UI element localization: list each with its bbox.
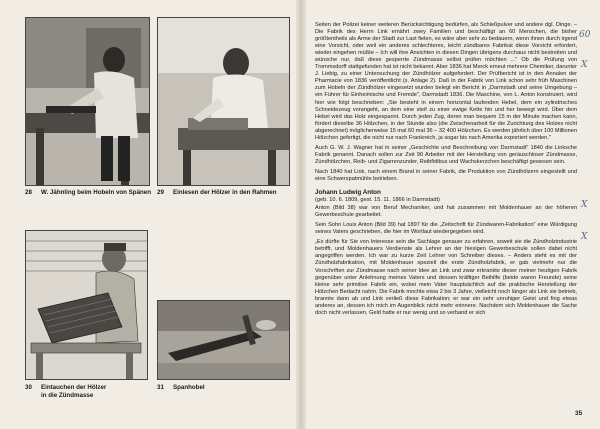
- figure-31-caption: [157, 384, 205, 392]
- paragraph: Auch G. W. J. Wagner hat in seiner „Geschichte und Beschreibung von Darmstadt" 1840 die Linksche Fabrik genannt. Danach sollen zur Zeit 90 Arbeiter mit der Herstellung von geräuschloser Zündmasse, Zündhölzchen, Reib- und Zigarrenzunder, Reibfidibus und Wachskerzchen beschäftigt gewesen sein.: [315, 144, 577, 165]
- figure-30-caption: [25, 384, 106, 399]
- figure-number: 31: [157, 384, 164, 391]
- section-subheading: (geb. 10. 6. 1809, gest. 15. 11. 1866 in Darmstadt): [315, 197, 440, 204]
- figure-number: 30: [25, 384, 32, 391]
- figure-31-photo: [157, 300, 290, 380]
- figure-29-caption: [157, 189, 277, 197]
- caption-text-line-1: Eintauchen der Hölzer: [41, 384, 107, 391]
- right-page: [303, 0, 600, 429]
- margin-note: X: [581, 60, 588, 70]
- caption-text-line-2: in die Zündmasse: [41, 391, 94, 399]
- figure-number: 28: [25, 189, 32, 196]
- caption-text: W. Jähnling beim Hobeln von Spänen: [41, 189, 152, 196]
- margin-note: 60: [579, 30, 591, 40]
- caption-text: Einlesen der Hölzer in den Rahmen: [173, 189, 277, 196]
- paragraph: Nach 1840 hat Link, nach einem Brand in seiner Fabrik, die Produktion von Zündhölzern eingestellt und eine Schwerspatmühle betrieben.: [315, 168, 577, 182]
- margin-note: X: [581, 232, 588, 242]
- figure-28-photo: [25, 17, 150, 186]
- paragraph: Seiten der Polizei keiner weiteren Berücksichtigung bedürfen, als Schießpulver und andere dgl. Dinge. – Die Fabrik des Herrn Link ernährt zwey Familien und beschäftigt an 60 Menschen, die bisher größtentheils als Arme der Stadt zur Last fielen, es wäre aber sehr zu bedauern, wenn ihnen durch irgend eine Vorsicht, oder weil ein anderes schlechteres, leicht zündbares Fabrikat diese Vorsicht erfordert, wieder eingehen müßte – Ich will ihre Ansichten in diesen Dingen übrigens durchaus nicht bestreiten und wünsche nur, daß diese gesperrte Zündmasse selbst prüfen möchten ..." Ob die Prüfung von Trommsdorff stattgefunden hat ist nicht bekannt. Aber 1836 hat Merck erneut mehrere Chemiker, darunter J. Liebig, zu einer Untersuchung der Zündhölzer aufgefordert. Der Prüfbericht ist in den Annalen der Pharmacie von 1836 veröffentlicht (s. Anlage 2). Daß in der Fabrik von Link schon sehr früh Maschinen zum Hobeln der Zündhölzer eingesetzt wurden belegt ein Bericht in „Darmstadt und seine Umgebung – ein Führer für Einheimische und Fremde", Darmstadt 1836. Die Maschine, von L. Anton konstruiert, wird hier wie folgt beschrieben: „Sie besteht in einem horizontal laufenden Hebel, dem ein zylindrisches Schneidezeug vorangeht, an dem eine steif zu einer ewige Kette hin und her bewegt wird. Über dem Hebel wird das Holz eingespannt. Durch jeden Zug, deren man bequem 15 in der Minute machen kann, fördert dieselbe 36 Hölzchen, in der Stunde also (die Zwischenarbeit für die Zurichtung des Holzes nicht abgerechnet) möglicherweise 15 mal 60 mal 36 – 32 400 Hölzchen. Es werden jährlich über 100 Millionen Hölzchen gefertigt, die nicht nur nach Frankreich, ja sogar bis nach Amerika exportiert werden.": [315, 22, 577, 141]
- figure-number: 29: [157, 189, 164, 196]
- figure-29-photo: [157, 17, 290, 186]
- margin-note: X: [581, 200, 588, 210]
- caption-text: Spanhobel: [173, 384, 205, 391]
- figure-28-caption: [25, 189, 151, 197]
- paragraph: Anton (Bild 38) war von Beruf Mechaniker, und hat zusammen mit Moldenhauer an der höheren Gewerbeschule gearbeitet.: [315, 205, 577, 219]
- page-number: 35: [575, 410, 583, 417]
- body-text: [315, 22, 577, 320]
- figure-30-engraving: [25, 230, 148, 380]
- section-heading: Johann Ludwig Anton: [315, 189, 381, 197]
- paragraph: „Es dürfte für Sie von Interesse sein die Sachlage genauer zu erfahren, soweit sie die Zündholzindustrie betrifft, und Moldenhauers Verdienste als Lehrer an der hiesigen Gewerbeschule sollen dabei nicht angegriffen werden. Ich war zu kurze Zeit Lehrer von Schreiber dieses. – Anders steht es mit der Zündholzfabrikation, mit Moldenhauer speziell die erste Zündholzfabrik, er gab vielmehr nur die Vorschriften zur Zündmasse nach seiner Idee an Link und zwar erkrankte dieser meiner heutigen Fabrik gegenüber unter Anlehnung meines Vaters und dessen kräftiger Beihilfe (beide waren Freunde) seine kleine sehr primitive Fabrik ein, wobei mein Vater hauptsächlich auf die praktische Herstellung der Hölzchen Bedacht nahm. Die Fabrik mochte etwa 2 bis 3 Jahre, vielleicht noch länger als Link sie betrieb, brannte dann ab und Link verließ diese Fabrikation; er war ein sehr unruhiger Geist und fing etwas anderes an, dessen ich mich im Augenblick nicht mehr erinnere. Nachdem sich Moldenhauer die Sache doch nicht verlassen, Geld hatte er nur wenig und so verband er sich: [315, 239, 577, 316]
- paragraph: Sein Sohn Louis Anton (Bild 39) hat 1897 für die „Zeitschrift für Zündwaren-Fabrikation" eine Würdigung seines Vaters geschrieben, die hier im Wortlaut wiedergegeben wird.: [315, 222, 577, 236]
